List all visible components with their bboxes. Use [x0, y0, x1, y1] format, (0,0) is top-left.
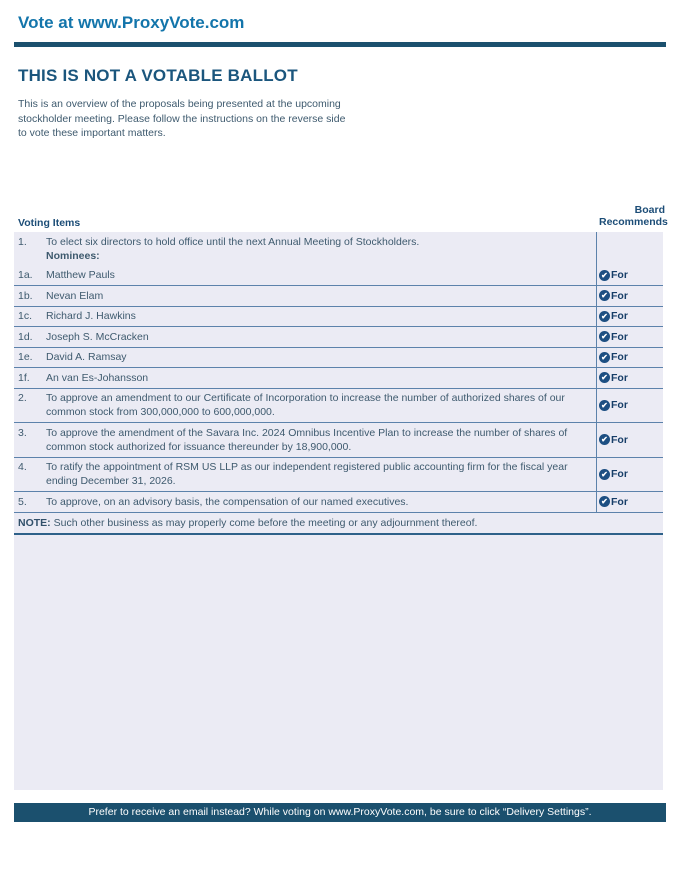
recommendation-label: For [611, 269, 628, 282]
footer-banner: Prefer to receive an email instead? While voting on www.ProxyVote.com, be sure to click “Delivery Settings”. [14, 803, 666, 822]
board-recommendation-cell [596, 266, 663, 286]
recommendation-label: For [611, 433, 628, 446]
voting-table-rows [14, 232, 663, 513]
item-text: Joseph S. McCracken [46, 330, 149, 343]
board-recommendation-cell [596, 286, 663, 306]
note-text: Such other business as may properly come before the meeting or any adjournment thereof. [53, 516, 478, 529]
check-circle-icon: ✔ [599, 270, 610, 281]
recommendation-label: For [611, 371, 628, 384]
recommendation-label: For [611, 468, 628, 481]
recommendation-label: For [611, 310, 628, 323]
check-circle-icon: ✔ [599, 496, 610, 507]
voting-item-row [14, 348, 663, 369]
voting-item-row [14, 307, 663, 328]
board-recommendation-cell [596, 307, 663, 327]
board-recommendation-cell [596, 327, 663, 347]
item-text: To approve the amendment of the Savara Inc. 2024 Omnibus Incentive Plan to increase the number of shares of common stock authorized for issuance thereunder by 18,900,000. [46, 426, 568, 453]
recommendation-label: For [611, 330, 628, 343]
item-text: An van Es-Johansson [46, 371, 149, 384]
voting-item-row [14, 368, 663, 389]
note-label: NOTE: [18, 516, 51, 529]
voting-item-row [14, 492, 663, 513]
column-header-voting-items: Voting Items [18, 217, 81, 229]
item-text: David A. Ramsay [46, 351, 127, 363]
recommendation-label: For [611, 399, 628, 412]
voting-item-row [14, 266, 663, 287]
recommendation-label: For [611, 351, 628, 364]
item-number: 3. [18, 426, 27, 439]
item-number: 4. [18, 461, 27, 473]
voting-item-row [14, 327, 663, 348]
item-text: Nevan Elam [46, 289, 104, 302]
item-number: 1b. [18, 289, 33, 302]
item-number: 1e. [18, 351, 33, 363]
item-text: To ratify the appointment of RSM US LLP as our independent registered public accounting firm for the fiscal year ending December 31, 2026. [46, 461, 568, 487]
voting-items-table [14, 232, 663, 790]
check-circle-icon: ✔ [599, 400, 610, 411]
item-number: 1a. [18, 269, 33, 281]
item-number: 1c. [18, 310, 33, 322]
item-text: To approve an amendment to our Certificate of Incorporation to increase the number of authorized shares of our common stock from 300,000,000 to 600,000,000. [46, 392, 565, 418]
board-recommendation-cell [596, 423, 663, 457]
recommendation-label: For [611, 495, 628, 508]
check-circle-icon: ✔ [599, 352, 610, 363]
voting-item-row [14, 423, 663, 458]
check-circle-icon: ✔ [599, 434, 610, 445]
board-recommendation-cell [596, 458, 663, 492]
voting-item-row [14, 286, 663, 307]
note-row [14, 513, 663, 536]
board-recommendation-cell [596, 348, 663, 368]
item-number: 5. [18, 495, 27, 508]
column-header-board-recommends: Board Recommends [599, 204, 668, 228]
recommendation-label: For [611, 289, 628, 302]
voting-item-row [14, 458, 663, 493]
voting-item-row [14, 232, 663, 266]
board-recommendation-cell [596, 368, 663, 388]
item-text: To approve, on an advisory basis, the compensation of our named executives. [46, 495, 409, 508]
check-circle-icon: ✔ [599, 372, 610, 383]
check-circle-icon: ✔ [599, 311, 610, 322]
voting-item-row [14, 389, 663, 424]
item-number: 1d. [18, 330, 33, 343]
item-text: Matthew Pauls [46, 269, 115, 281]
check-circle-icon: ✔ [599, 290, 610, 301]
proxyvote-url-heading: Vote at www.ProxyVote.com [18, 13, 245, 32]
check-circle-icon: ✔ [599, 331, 610, 342]
item-text: To elect six directors to hold office until the next Annual Meeting of Stockholders. Nominees: [46, 235, 420, 262]
board-recommendation-cell [596, 492, 663, 512]
header-rule [14, 42, 666, 47]
page-title: THIS IS NOT A VOTABLE BALLOT [18, 66, 298, 85]
item-number: 1f. [18, 371, 30, 384]
board-recommendation-cell [596, 232, 663, 266]
board-recommendation-cell [596, 389, 663, 423]
item-number: 2. [18, 392, 27, 404]
intro-paragraph: This is an overview of the proposals being presented at the upcoming stockholder meeting. Please follow the instructions on the reverse side to vote these important matters. [18, 98, 346, 140]
item-number: 1. [18, 235, 27, 248]
item-text: Richard J. Hawkins [46, 310, 136, 322]
check-circle-icon: ✔ [599, 469, 610, 480]
